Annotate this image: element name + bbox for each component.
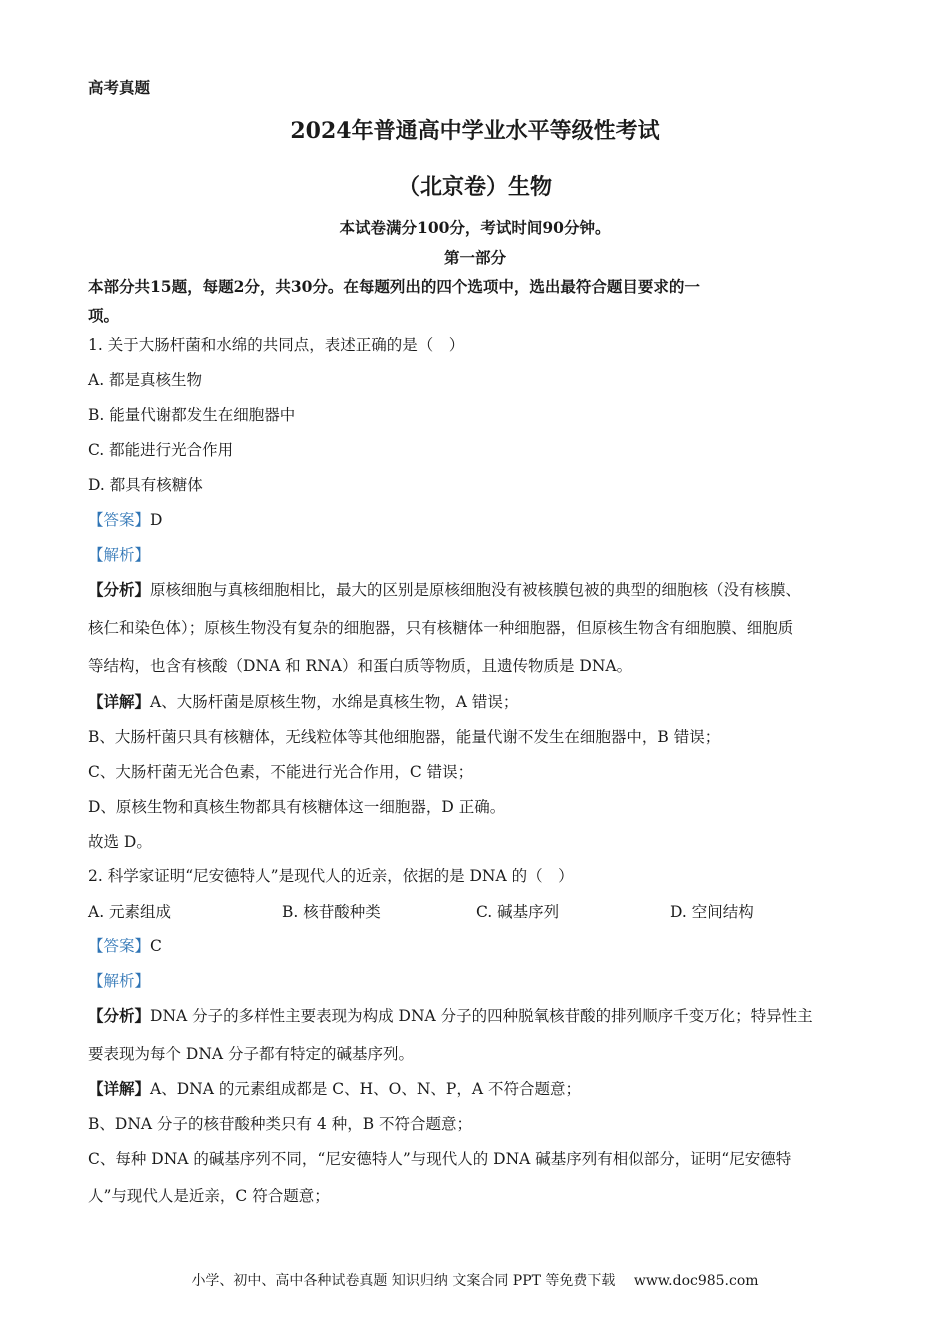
fenxi-label: 【分析】: [88, 580, 151, 599]
q2-option-d: D. 空间结构: [670, 903, 754, 921]
q2-option-c: C. 碱基序列: [476, 903, 560, 921]
q1-analysis-label: 【解析】: [88, 546, 151, 564]
q2-xiangjie-line3: C、每种 DNA 的碱基序列不同，“尼安德特人”与现代人的 DNA 碱基序列有相似部分，证明“尼安德特: [88, 1150, 792, 1168]
answer-label: 【答案】: [88, 937, 151, 955]
q1-option-d: D. 都具有核糖体: [88, 476, 203, 494]
q2-xiangjie-line1: [88, 1077, 581, 1099]
answer-value: C: [150, 937, 162, 955]
q1-option-c: C. 都能进行光合作用: [88, 441, 234, 459]
exam-info: 本试卷满分100分，考试时间90分钟。: [339, 218, 611, 237]
q2-xiangjie-line2: B、DNA 分子的核苷酸种类只有 4 种，B 不符合题意；: [88, 1115, 473, 1133]
q2-xiangjie-line4: 人”与现代人是近亲，C 符合题意；: [88, 1187, 330, 1205]
fenxi-label: 【分析】: [88, 1006, 151, 1025]
exam-title: 2024年普通高中学业水平等级性考试: [290, 118, 660, 144]
q2-answer: [88, 934, 162, 956]
q1-fenxi-line2: 核仁和染色体）；原核生物没有复杂的细胞器，只有核糖体一种细胞器，但原核生物含有细胞膜、细胞质: [88, 619, 794, 637]
exam-subtitle: （北京卷）生物: [397, 174, 552, 200]
xiangjie-text: A、DNA 的元素组成都是 C、H、O、N、P，A 不符合题意；: [150, 1080, 581, 1098]
fenxi-text: 原核细胞与真核细胞相比，最大的区别是原核细胞没有被核膜包被的典型的细胞核（没有核膜、: [150, 581, 802, 599]
instructions-line2: 项。: [88, 306, 120, 325]
instructions-line1: 本部分共15题，每题2分，共30分。在每题列出的四个选项中，选出最符合题目要求的一: [88, 277, 700, 296]
q2-analysis-label: 【解析】: [88, 972, 151, 990]
q2-option-a: A. 元素组成: [88, 903, 172, 921]
q1-fenxi-line3: 等结构，也含有核酸（DNA 和 RNA）和蛋白质等物质，且遗传物质是 DNA。: [88, 657, 633, 675]
q1-xiangjie-line1: [88, 690, 518, 712]
q1-conclusion: 故选 D。: [88, 833, 152, 851]
q1-xiangjie-line3: C、大肠杆菌无光合色素，不能进行光合作用，C 错误；: [88, 763, 474, 781]
fenxi-text: DNA 分子的多样性主要表现为构成 DNA 分子的四种脱氧核苷酸的排列顺序千变万化；特异性主: [150, 1007, 813, 1025]
q1-answer: [88, 508, 162, 530]
q1-fenxi-line1: [88, 578, 801, 600]
xiangjie-label: 【详解】: [88, 692, 151, 711]
q1-xiangjie-line4: D、原核生物和真核生物都具有核糖体这一细胞器，D 正确。: [88, 798, 506, 816]
q1-option-a: A. 都是真核生物: [88, 371, 203, 389]
xiangjie-text: A、大肠杆菌是原核生物，水绵是真核生物，A 错误；: [150, 693, 519, 711]
q1-xiangjie-line2: B、大肠杆菌只具有核糖体，无线粒体等其他细胞器，能量代谢不发生在细胞器中，B 错误；: [88, 728, 721, 746]
q2-fenxi-line1: [88, 1004, 813, 1026]
header-tag: 高考真题: [88, 78, 151, 97]
answer-label: 【答案】: [88, 511, 151, 529]
answer-value: D: [150, 511, 163, 529]
q2-fenxi-line2: 要表现为每个 DNA 分子都有特定的碱基序列。: [88, 1045, 415, 1063]
q2-stem: 2. 科学家证明“尼安德特人”是现代人的近亲，依据的是 DNA 的（ ）: [88, 867, 574, 885]
page-footer: 小学、初中、高中各种试卷真题 知识归纳 文案合同 PPT 等免费下载 www.doc985.com: [191, 1273, 759, 1289]
part-title: 第一部分: [443, 248, 506, 267]
q1-option-b: B. 能量代谢都发生在细胞器中: [88, 406, 296, 424]
q2-option-b: B. 核苷酸种类: [282, 903, 381, 921]
q1-stem: 1. 关于大肠杆菌和水绵的共同点，表述正确的是（ ）: [88, 336, 465, 354]
xiangjie-label: 【详解】: [88, 1079, 151, 1098]
